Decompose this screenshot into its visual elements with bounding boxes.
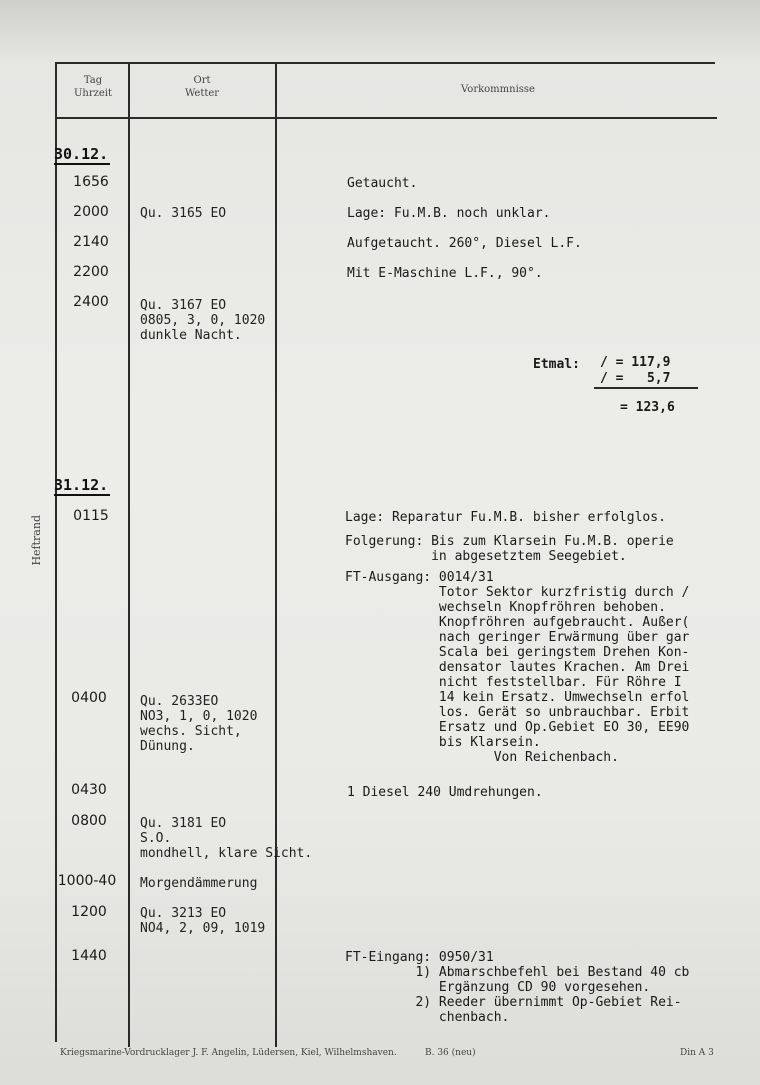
entry-time: 1656 — [73, 174, 109, 190]
entry-place: Morgendämmerung — [140, 876, 258, 891]
entry-event: Lage: Reparatur Fu.M.B. bisher erfolglos. — [345, 510, 666, 525]
etmal-line-2: / = 5,7 — [600, 371, 671, 386]
footer-form-number: B. 36 (neu) — [425, 1048, 476, 1058]
header-day-label: Tag — [83, 75, 103, 86]
entry-place: Qu. 3181 EO S.O. mondhell, klare Sicht. — [140, 816, 313, 861]
footer-printer: Kriegsmarine-Vordrucklager J. F. Angelin, Lüdersen, Kiel, Wilhelmshaven. — [60, 1048, 397, 1058]
entry-event: Getaucht. — [347, 176, 418, 191]
date-heading: 31.12. — [54, 476, 109, 494]
header-events: Vorkommnisse — [461, 84, 535, 95]
entry-place: Qu. 3167 EO 0805, 3, 0, 1020 dunkle Nacht. — [140, 298, 266, 343]
column-rule-ort — [275, 62, 277, 1047]
entry-event: 1 Diesel 240 Umdrehungen. — [347, 785, 543, 800]
column-rule-time — [128, 62, 130, 1047]
header-time-label: Uhrzeit — [73, 88, 113, 99]
etmal-sum-rule — [594, 387, 698, 389]
header-bottom-rule — [55, 117, 717, 119]
entry-time: 0115 — [73, 508, 109, 524]
entry-time: 2140 — [73, 234, 109, 250]
entry-time: 1000-40 — [57, 873, 117, 889]
entry-event: Aufgetaucht. 260°, Diesel L.F. — [347, 236, 582, 251]
entry-event: Lage: Fu.M.B. noch unklar. — [347, 206, 551, 221]
entry-time: 0400 — [71, 690, 107, 706]
etmal-total: = 123,6 — [620, 400, 675, 415]
entry-time: 1440 — [71, 948, 107, 964]
entry-time: 2000 — [73, 204, 109, 220]
entry-event: Folgerung: Bis zum Klarsein Fu.M.B. operie in abgesetztem Seegebiet. — [345, 534, 674, 564]
header-place-label: Ort — [193, 75, 211, 86]
header-day-time — [60, 74, 126, 100]
margin-label: Heftrand — [30, 515, 43, 566]
entry-time: 2400 — [73, 294, 109, 310]
footer-paper-size: Din A 3 — [680, 1048, 714, 1058]
entry-event: Mit E-Maschine L.F., 90°. — [347, 266, 543, 281]
header-weather-label: Wetter — [184, 88, 220, 99]
entry-time: 0800 — [71, 813, 107, 829]
column-rule-left — [55, 62, 57, 1042]
entry-place: Qu. 2633EO NO3, 1, 0, 1020 wechs. Sicht, Dünung. — [140, 694, 258, 754]
entry-place: Qu. 3165 EO — [140, 206, 227, 221]
entry-time: 2200 — [73, 264, 109, 280]
etmal-line-1: / = 117,9 — [600, 355, 671, 370]
date-heading: 30.12. — [54, 145, 109, 163]
entry-time: 1200 — [71, 904, 107, 920]
etmal-label: Etmal: — [533, 357, 580, 372]
entry-event: FT-Eingang: 0950/31 1) Abmarschbefehl bei Bestand 40 cb Ergänzung CD 90 vorgesehen. 2) Reeder übernimmt Op-Gebiet Rei- chenbach. — [345, 950, 690, 1025]
entry-place: Qu. 3213 EO NO4, 2, 09, 1019 — [140, 906, 266, 936]
entry-event: FT-Ausgang: 0014/31 Totor Sektor kurzfristig durch / wechseln Knopfröhren behoben. Knopfröhren aufgebraucht. Außer( nach geringer Erwärmung über gar Scala bei geringstem Drehen Kon- densator lautes Krachen. Am Drei nicht feststellbar. Für Röhre I 14 kein Ersatz. Umwechseln erfol los. Gerät so unbrauchbar. Erbit Ersatz und Op.Gebiet EO 30, EE90 bis Klarsein. Von Reichenbach. — [345, 570, 690, 765]
entry-time: 0430 — [71, 782, 107, 798]
table-top-rule — [55, 62, 715, 64]
header-place-weather — [132, 74, 272, 100]
